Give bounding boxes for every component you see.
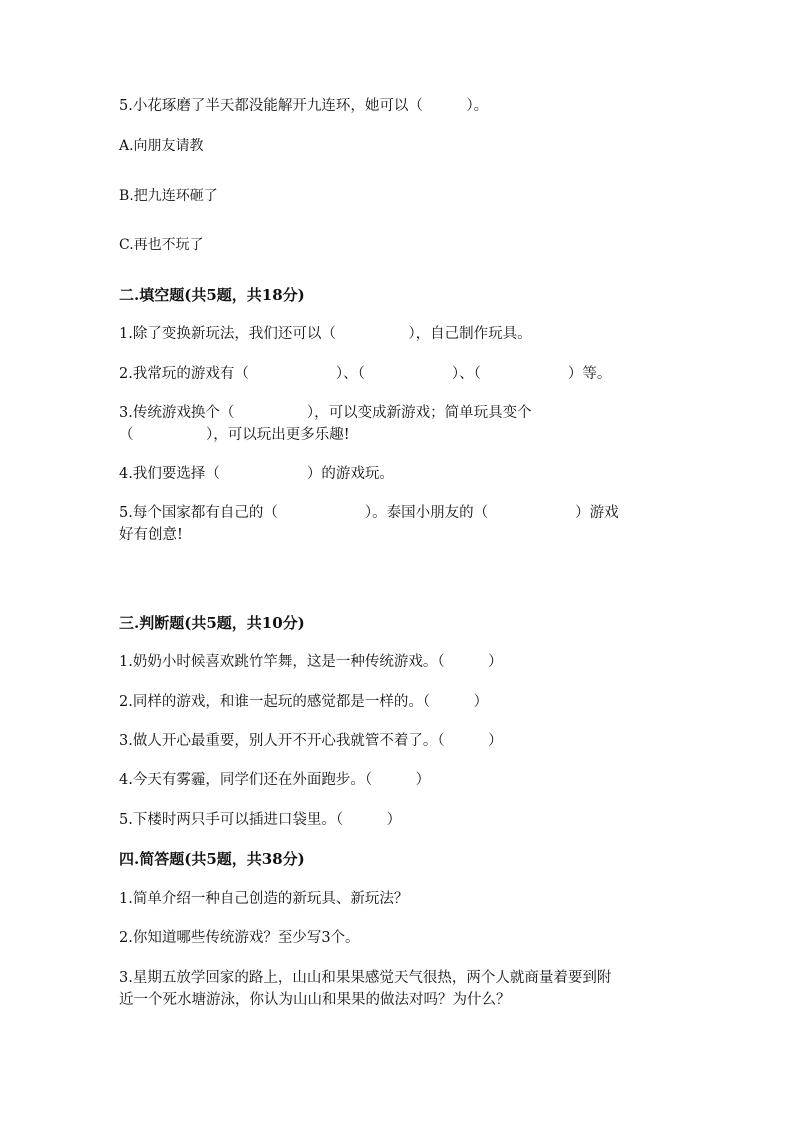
question-line: 5.下楼时两只手可以插进口袋里。（ ） — [119, 812, 402, 828]
question-line: 好有创意! — [119, 527, 183, 543]
option-b: B.把九连环砸了 — [119, 188, 218, 204]
question-line: （ ），可以玩出更多乐趣! — [119, 427, 350, 443]
question-line: 近一个死水塘游泳，你认为山山和果果的做法对吗？为什么？ — [119, 992, 511, 1008]
section-heading: 二.填空题(共5题，共18分) — [119, 286, 305, 304]
question-line: 1.除了变换新玩法，我们还可以（ ），自己制作玩具。 — [119, 326, 532, 342]
question-stem: 5.小花琢磨了半天都没能解开九连环，她可以（ ）。 — [119, 98, 489, 114]
question-line: 5.每个国家都有自己的（ ）。泰国小朋友的（ ）游戏 — [119, 505, 619, 521]
question-line: 2.你知道哪些传统游戏？至少写3个。 — [119, 930, 360, 946]
question-line: 3.星期五放学回家的路上，山山和果果感觉天气很热，两个人就商量着要到附 — [119, 970, 612, 986]
question-line: 3.传统游戏换个（ ），可以变成新游戏；简单玩具变个 — [119, 405, 532, 421]
question-line: 2.我常玩的游戏有（ ）、（ ）、（ ）等。 — [119, 366, 612, 382]
question-line: 4.我们要选择（ ）的游戏玩。 — [119, 466, 394, 482]
option-c: C.再也不玩了 — [119, 237, 204, 253]
question-line: 2.同样的游戏，和谁一起玩的感觉都是一样的。（ ） — [119, 694, 489, 710]
option-a: A.向朋友请教 — [119, 138, 204, 154]
question-line: 1.奶奶小时候喜欢跳竹竿舞，这是一种传统游戏。（ ） — [119, 654, 503, 670]
question-line: 4.今天有雾霾，同学们还在外面跑步。（ ） — [119, 772, 431, 788]
question-line: 1.简单介绍一种自己创造的新玩具、新玩法？ — [119, 891, 409, 907]
section-heading: 三.判断题(共5题，共10分) — [119, 614, 305, 632]
question-line: 3.做人开心最重要，别人开不开心我就管不着了。（ ） — [119, 733, 503, 749]
section-heading: 四.简答题(共5题，共38分) — [119, 850, 305, 868]
